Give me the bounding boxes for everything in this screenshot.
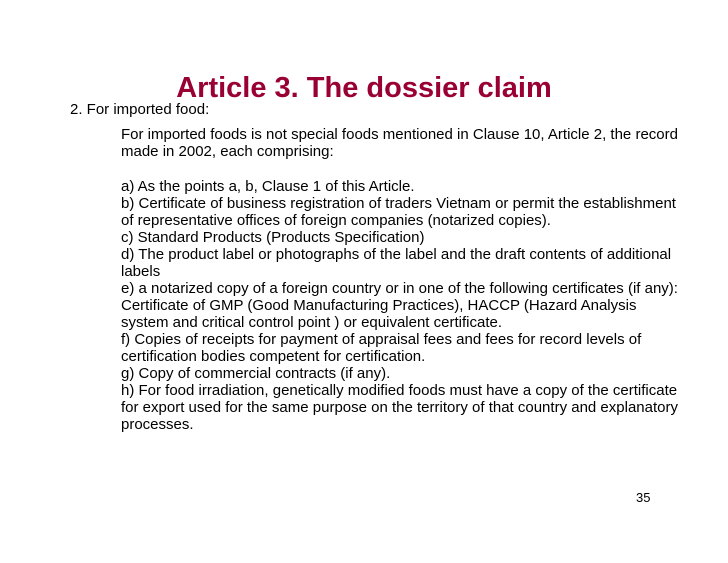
list-item-d: d) The product label or photographs of the label and the draft contents of additional labels — [121, 246, 672, 280]
section-heading: 2. For imported food: — [70, 101, 210, 118]
page-number: 35 — [636, 490, 651, 505]
list-item-g: g) Copy of commercial contracts (if any). — [121, 365, 391, 382]
list-item-f: f) Copies of receipts for payment of appraisal fees and fees for record levels of certification bodies competent for certification. — [121, 331, 642, 365]
list-item-c: c) Standard Products (Products Specification) — [121, 229, 425, 246]
list-item-a: a) As the points a, b, Clause 1 of this Article. — [121, 178, 415, 195]
slide-title-text: Article 3. The dossier claim — [176, 72, 552, 104]
list-item-b: b) Certificate of business registration of traders Vietnam or permit the establishment of representative offices of foreign companies (notarized copies). — [121, 195, 676, 229]
intro-paragraph: For imported foods is not special foods mentioned in Clause 10, Article 2, the record made in 2002, each comprising: — [121, 126, 678, 160]
item-list — [121, 178, 681, 433]
list-item-h: h) For food irradiation, genetically modified foods must have a copy of the certificate for export used for the same purpose on the territory of that country and explanatory processes. — [121, 382, 678, 433]
list-item-e: e) a notarized copy of a foreign country or in one of the following certificates (if any): Certificate of GMP (Good Manufacturing Practices), HACCP (Hazard Analysis system and critical control point ) or equivalent certificate. — [121, 280, 678, 331]
